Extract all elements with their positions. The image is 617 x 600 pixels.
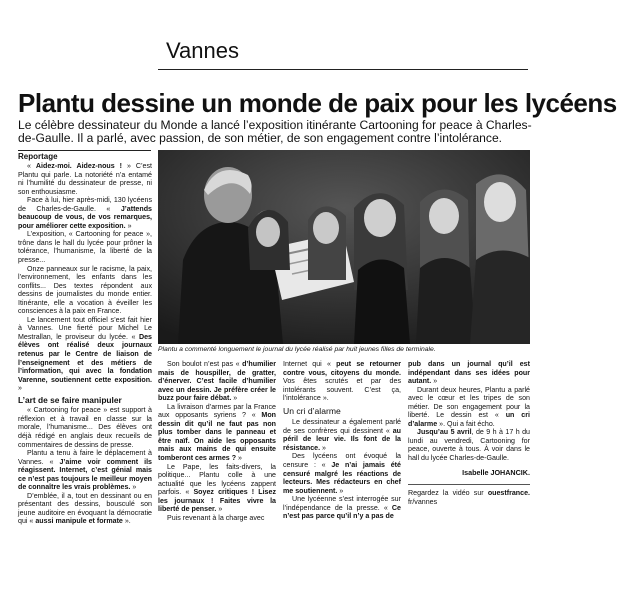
column-1 xyxy=(18,162,152,526)
paragraph-pre: D’emblée, il a, tout en dessinant ou en présentant des dessins, bousculé son jeune auditoire en évoquant la démocratie qui « xyxy=(18,491,152,526)
paragraph xyxy=(158,514,276,523)
headline: Plantu dessine un monde de paix pour les lycéens xyxy=(18,88,617,118)
col1b-paragraphs xyxy=(18,406,152,526)
paragraph-post: » xyxy=(431,377,438,386)
paragraph xyxy=(18,162,152,196)
video-link-bold: ouestfrance. xyxy=(487,489,530,498)
rubric-label: Reportage xyxy=(18,150,151,161)
paragraph xyxy=(18,265,152,316)
paragraph-post: » xyxy=(337,486,344,495)
paragraph-pre: Son boulot n’est pas « xyxy=(167,360,243,368)
paragraph-bold: d’humilier mais de houspiller, de gratter, d’énerver. C’est facile d’humilier avec un dessin. Je préfère créer le buzz pour faire débat. xyxy=(158,360,276,403)
paragraph xyxy=(283,418,401,452)
paragraph xyxy=(18,449,152,492)
paragraph-bold: un cri d’alarme xyxy=(408,411,530,428)
paragraph-pre: Le dessinateur a également parlé de ses confrères qui dessinent « xyxy=(283,418,401,435)
paragraph-bold: pub dans un journal qu’il est indépendant dans ses idées pour autant. xyxy=(408,360,530,386)
paragraph-pre: « Cartooning for peace » est support à réflexion et à travail en classe sur la morale, l’humanisme... Des élèves ont déjà rédigé en anglais deux recueils de commentaires de dessins de presse. xyxy=(18,406,152,449)
paragraph-pre: Onze panneaux sur le racisme, la paix, l’environnement, les enfants dans les conflits... Des textes répondent aux dessins de journalistes du monde entier. Itinérante, elle a vocation à éveiller les consciences à la paix en France. xyxy=(18,264,152,316)
paragraph-pre: Le Pape, les faits-divers, la politique... Plantu colle à une actualité que les lycéens zappent parfois. « xyxy=(158,462,276,497)
column-3 xyxy=(283,360,401,521)
paragraph xyxy=(18,316,152,393)
video-link-post: fr/vannes xyxy=(408,497,438,506)
col1-paragraphs xyxy=(18,162,152,393)
paragraph-bold: Mon dessin dit qu’il ne faut pas non plus tomber dans le panneau et être naïf. On aide les opposants mais aux mains de qui ensuite tomberont ces armes ? xyxy=(158,411,276,463)
photo-illustration xyxy=(158,150,530,344)
paragraph-post: » xyxy=(216,505,223,514)
paragraph-bold: Des élèves ont réalisé deux journaux retenus par le Centre de liaison de l’enseignement et des métiers de l’information, qui avec la fondation Varenne, soutiennent cette exposition. xyxy=(18,332,152,384)
paragraph xyxy=(283,360,401,403)
paragraph-pre: « xyxy=(27,162,36,170)
paragraph xyxy=(283,452,401,495)
paragraph-bold: aussi manipule et formate xyxy=(35,517,123,526)
paragraph-bold: Aidez-moi. Aidez-nous ! xyxy=(35,162,122,170)
paragraph-pre: Durant deux heures, Plantu a parlé avec le cœur et les tripes de son métier. De son engagement pour la liberté. Le dessin est « xyxy=(408,385,530,420)
paragraph-post: » C’est Plantu qui parle. La notoriété n’a entamé ni l’humilité du dessinateur de presse, ni son enthousiasme. xyxy=(18,162,152,196)
paragraph-bold: J’attends beaucoup de vous, de vos remarques, pour améliorer cette exposition. xyxy=(18,204,152,230)
separator xyxy=(408,484,530,485)
paragraph-post: » xyxy=(231,394,238,403)
section-rule xyxy=(158,69,528,70)
paragraph xyxy=(158,360,276,403)
paragraph xyxy=(158,403,276,463)
paragraph xyxy=(408,386,530,429)
paragraph-post: » xyxy=(130,483,137,492)
article-photo xyxy=(158,150,530,344)
photo-caption: Plantu a commenté longuement le journal du lycée réalisé par huit jeunes filles de terminale. xyxy=(158,346,436,353)
paragraph-post: » xyxy=(320,443,326,452)
lede: Le célèbre dessinateur du Monde a lancé l’exposition itinérante Cartooning for peace à Charles-de-Gaulle. Il a parlé, avec passion, de son métier, de son engagement contre l’intolérance. xyxy=(18,118,532,145)
paragraph-bold: J’aime voir comment ils réagissent. Internet, c’est génial mais ce n’est pas toujours le meilleur moyen de connaître les vrais problèmes. xyxy=(18,457,153,492)
column-4 xyxy=(408,360,530,506)
paragraph-bold: Soyez critiques ! Lisez les journaux ! Faites vivre la liberté de penser. xyxy=(158,488,276,514)
paragraph-post: ». xyxy=(122,517,131,526)
paragraph-post: » xyxy=(236,454,242,463)
paragraph-pre: Plantu a tenu à faire le déplacement à Vannes. « xyxy=(18,449,152,466)
paragraph xyxy=(18,406,152,449)
paragraph-pre: Internet qui « xyxy=(283,360,337,368)
video-link[interactable] xyxy=(408,489,530,506)
paragraph xyxy=(18,230,152,264)
paragraph xyxy=(18,196,152,230)
col2-paragraphs xyxy=(158,360,276,522)
paragraph-bold: Je n’ai jamais été censuré malgré les réactions de lecteurs. Mes rédacteurs en chef me soutiennent. xyxy=(283,461,401,495)
paragraph xyxy=(408,428,530,462)
subhead-art-manipuler: L’art de se faire manipuler xyxy=(18,394,122,405)
col3-paragraphs xyxy=(283,360,401,403)
paragraph-pre: La livraison d’armes par la France aux opposants syriens ? « xyxy=(158,402,276,420)
paragraph xyxy=(158,463,276,514)
paragraph-bold: peut se retourner contre vous, citoyens du monde. xyxy=(283,360,401,377)
paragraph xyxy=(18,492,152,526)
paragraph-pre: Le lancement tout officiel s’est fait hier à Vannes. Une fierté pour Michel Le Mestrallan, le proviseur du lycée. « xyxy=(18,315,152,341)
author-signature: Isabelle JOHANCIK. xyxy=(462,467,530,477)
subhead-cri-alarme: Un cri d’alarme xyxy=(283,405,341,416)
column-2 xyxy=(158,360,276,522)
section-name: Vannes xyxy=(166,38,239,63)
paragraph-pre: Une lycéenne s’est interrogée sur l’indépendance de la presse. « xyxy=(283,495,401,512)
paragraph-post: ». Qui a fait écho. xyxy=(437,419,495,428)
paragraph xyxy=(283,495,401,521)
paragraph-post: » xyxy=(125,221,132,230)
paragraph-pre: Face à lui, hier après-midi, 130 lycéens de Charles-de-Gaulle. « xyxy=(18,196,152,213)
paragraph-pre: Des lycéens ont évoqué la censure : « xyxy=(283,452,401,470)
paragraph-bold: Ce n’est pas parce qu’il n’y a pas de xyxy=(283,503,401,521)
section-header xyxy=(158,36,528,70)
paragraph-post: Vos êtes scrutés et par des intolérants souvent. C’est ça, l’intolérance ». xyxy=(283,377,401,403)
col3b-paragraphs xyxy=(283,418,401,521)
paragraph-pre: L’exposition, « Cartooning for peace », trône dans le hall du lycée pour prôner la tolérance, l’humanisme, la liberté de la presse... xyxy=(18,230,152,265)
paragraph-bold: au péril de leur vie. Ils font de la résistance. xyxy=(283,426,401,452)
paragraph-bold: Jusqu’au 5 avril xyxy=(417,428,472,437)
col4-paragraphs xyxy=(408,360,530,463)
paragraph-post: , de 9 h à 17 h du lundi au vendredi, Cartooning for peace, ouverte à tous. À voir dans le hall du lycée Charles-de-Gaulle. xyxy=(408,428,530,463)
paragraph-post: » xyxy=(18,384,22,393)
paragraph xyxy=(408,360,530,386)
paragraph-pre: Puis revenant à la charge avec xyxy=(167,513,265,522)
video-link-pre: Regardez la vidéo sur xyxy=(408,489,488,498)
